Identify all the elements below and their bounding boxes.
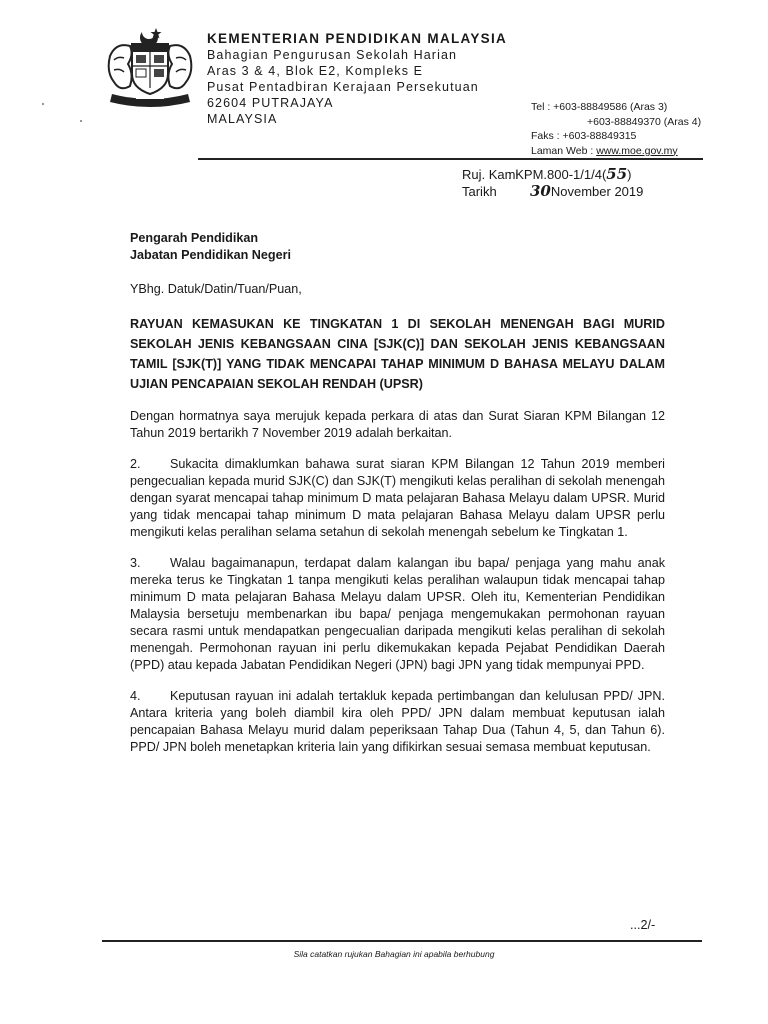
reference-number-row [462,166,643,183]
scan-speck [80,120,82,122]
paragraph-text: Walau bagaimanapun, terdapat dalam kalangan ibu bapa/ penjaga yang mahu anak mereka terus ke Tingkatan 1 tanpa mengikuti kelas peralihan walaupun tidak mencapai tahap minimum D mata pelajaran Bahasa Melayu dalam UPSR. Oleh itu, Kementerian Pendidikan Malaysia bersetuju membenarkan ibu bapa/ penjaga mengemukakan permohonan rayuan secara rasmi untuk mendapatkan pengecualian daripada mengikuti kelas peralihan di sekolah menengah. Permohonan rayuan ini perlu dikemukakan kepada Pejabat Pendidikan Daerah (PPD) atau kepada Jabatan Pendidikan Negeri (JPN) bagi JPN yang tidak mempunyai PPD. [130,556,665,672]
date-value: November 2019 [550,184,644,199]
reference-label: Ruj. Kami [462,167,519,182]
reference-handwritten: 55 [606,165,628,183]
reference-close: ) [627,167,632,182]
coat-of-arms-icon [102,26,198,108]
paragraph-number: 4. [130,689,141,703]
ministry-name: KEMENTERIAN PENDIDIKAN MALAYSIA [207,31,508,46]
website-label: Laman Web : [531,144,597,157]
telephone-1: Tel : +603-88849586 (Aras 3) [531,101,668,113]
letterhead-organisation [207,30,527,127]
address-line: 62604 PUTRAJAYA [207,96,334,110]
date-row [462,183,643,200]
date-label: Tarikh [462,184,497,199]
scan-speck [42,103,44,105]
addressee-line: Jabatan Pendidikan Negeri [130,248,291,262]
address-line: Aras 3 & 4, Blok E2, Kompleks E [207,64,424,78]
letter-body [130,230,665,756]
reference-value: : KPM.800-1/1/4( [508,167,607,182]
telephone-2: +603-88849370 (Aras 4) [587,115,702,128]
addressee [130,230,665,264]
subject-heading: RAYUAN KEMASUKAN KE TINGKATAN 1 DI SEKOLAH MENENGAH BAGI MURID SEKOLAH JENIS KEBANGSAAN CINA [SJK(C)] DAN SEKOLAH JENIS KEBANGSAAN TAMIL [SJK(T)] YANG TIDAK MENCAPAI TAHAP MINIMUM D BAHASA MELAYU DALAM UJIAN PENCAPAIAN SEKOLAH RENDAH (UPSR) [130,317,665,391]
footer-divider [102,940,702,942]
paragraph-3 [130,555,665,674]
fax-number: Faks : +603-88849315 [531,130,637,142]
date-handwritten: 30 [530,182,551,200]
paragraph-number: 2. [130,457,141,471]
paragraph-4 [130,688,665,756]
salutation: YBhg. Datuk/Datin/Tuan/Puan, [130,282,302,296]
addressee-line: Pengarah Pendidikan [130,231,259,245]
paragraph-text: Keputusan rayuan ini adalah tertakluk kepada pertimbangan dan kelulusan PPD/ JPN. Antara kriteria yang boleh diambil kira oleh PPD/ JPN dalam membuat keputusan ialah pencapaian Bahasa Melayu murid dalam peperiksaan Tahap Dua (Tahun 4, 5, dan Tahun 6). PPD/ JPN boleh menetapkan kriteria lain yang difikirkan sesuai semasa membuat keputusan. [130,689,665,754]
website-link[interactable]: www.moe.gov.my [596,144,678,157]
website-row [531,144,701,159]
address-line: MALAYSIA [207,112,278,126]
reference-block [462,166,643,200]
address-line: Pusat Pentadbiran Kerajaan Persekutuan [207,80,479,94]
paragraph-2 [130,456,665,541]
page-continuation-marker: ...2/- [630,918,656,932]
paragraph-number: 3. [130,556,141,570]
paragraph-1: Dengan hormatnya saya merujuk kepada perkara di atas dan Surat Siaran KPM Bilangan 12 Tahun 2019 bertarikh 7 November 2019 adalah berkaitan. [130,409,665,440]
letterhead-divider [198,158,703,160]
contact-block [531,100,701,158]
paragraph-text: Sukacita dimaklumkan bahawa surat siaran KPM Bilangan 12 Tahun 2019 memberi pengecualian kepada murid SJK(C) dan SJK(T) mengikuti kelas peralihan di sekolah menengah dengan syarat mencapai tahap minimum D mata pelajaran Bahasa Melayu dalam UPSR. Murid yang tidak mencapai tahap minimum D mata pelajaran Bahasa Melayu dalam UPSR perlu mengikuti kelas peralihan selama setahun di sekolah menengah sebelum ke Tingkatan 1. [130,457,665,539]
address-line: Bahagian Pengurusan Sekolah Harian [207,48,458,62]
footer-note: Sila catatkan rujukan Bahagian ini apabila berhubung [293,949,495,959]
